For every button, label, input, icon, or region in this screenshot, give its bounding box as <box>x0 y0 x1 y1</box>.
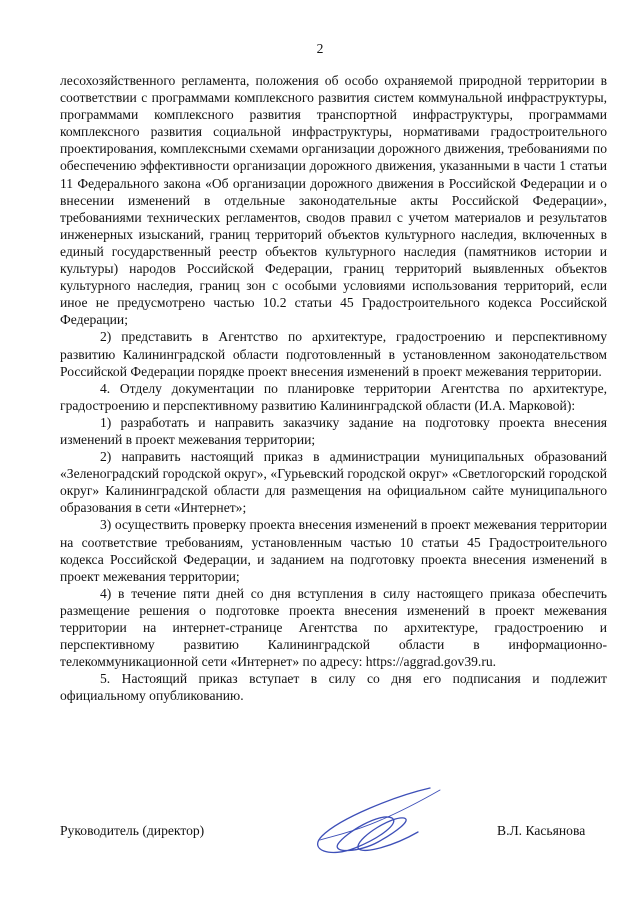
paragraph-item-3-check: 3) осуществить проверку проекта внесения изменений в проект межевания территории на соответствие требованиям, установленным частью 10 статьи 45 Градостроительного кодекса Российской Федерации, и заданием на подготовку проекта внесения изменений в проект межевания территории; <box>60 517 607 584</box>
handwritten-signature <box>300 778 450 868</box>
paragraph-section-4: 4. Отделу документации по планировке территории Агентства по архитектуре, градостроению и перспективному развитию Калининградской области (И.А. Марковой): <box>60 380 607 413</box>
signer-position: Руководитель (директор) <box>60 823 205 838</box>
paragraph-item-2-submit: 2) представить в Агентство по архитектуре, градостроению и перспективному развитию Калининградской области подготовленный в установленном законодательством Российской Федерации порядке проект внесения изменений в проект межевания территории. <box>60 329 607 379</box>
page-number: 2 <box>316 41 324 56</box>
signer-name: В.Л. Касьянова <box>497 823 586 838</box>
paragraph-item-4-publish: 4) в течение пяти дней со дня вступления в силу настоящего приказа обеспечить размещение решения о подготовке проекта внесения изменений в проект межевания территории на интернет-странице Агентства по архитектуре, градостроению и перспективному развитию Калининградской области в информационно-телекоммуникационной сети «Интернет» по адресу: https://aggrad.gov39.ru. <box>60 585 607 670</box>
paragraph-section-5: 5. Настоящий приказ вступает в силу со дня его подписания и подлежит официальному опубликованию. <box>60 671 607 704</box>
paragraph-item-1-task: 1) разработать и направить заказчику задание на подготовку проекта внесения изменений в проект межевания территории; <box>60 414 607 447</box>
paragraph-item-2-send: 2) направить настоящий приказ в администрации муниципальных образований «Зеленоградский городской округ», «Гурьевский городской округ» «Светлогорский городской округ» Калининградской области для размещения на официальном сайте муниципального образования в сети «Интернет»; <box>60 449 607 516</box>
paragraph-continued: лесохозяйственного регламента, положения об особо охраняемой природной территории в соответствии с программами комплексного развития систем коммунальной инфраструктуры, программами комплексного развития транспортной инфраструктуры, программами комплексного развития социальной инфраструктуры, нормативами градостроительного проектирования, комплексными схемами организации дорожного движения, требованиями по обеспечению эффективности организации дорожного движения, указанными в части 1 статьи 11 Федерального закона «Об организации дорожного движения в Российской Федерации и о внесении изменений в отдельные законодательные акты Российской Федерации», требованиями технических регламентов, сводов правил с учетом материалов и результатов инженерных изысканий, границ территорий объектов культурного наследия, включенных в единый государственный реестр объектов культурного наследия (памятников истории и культуры) народов Российской Федерации, границ территорий выявленных объектов культурного наследия, границ зон с особыми условиями использования территорий, если иное не предусмотрено частью 10.2 статьи 45 Градостроительного кодекса Российской Федерации; <box>60 73 607 328</box>
document-body <box>60 72 607 704</box>
